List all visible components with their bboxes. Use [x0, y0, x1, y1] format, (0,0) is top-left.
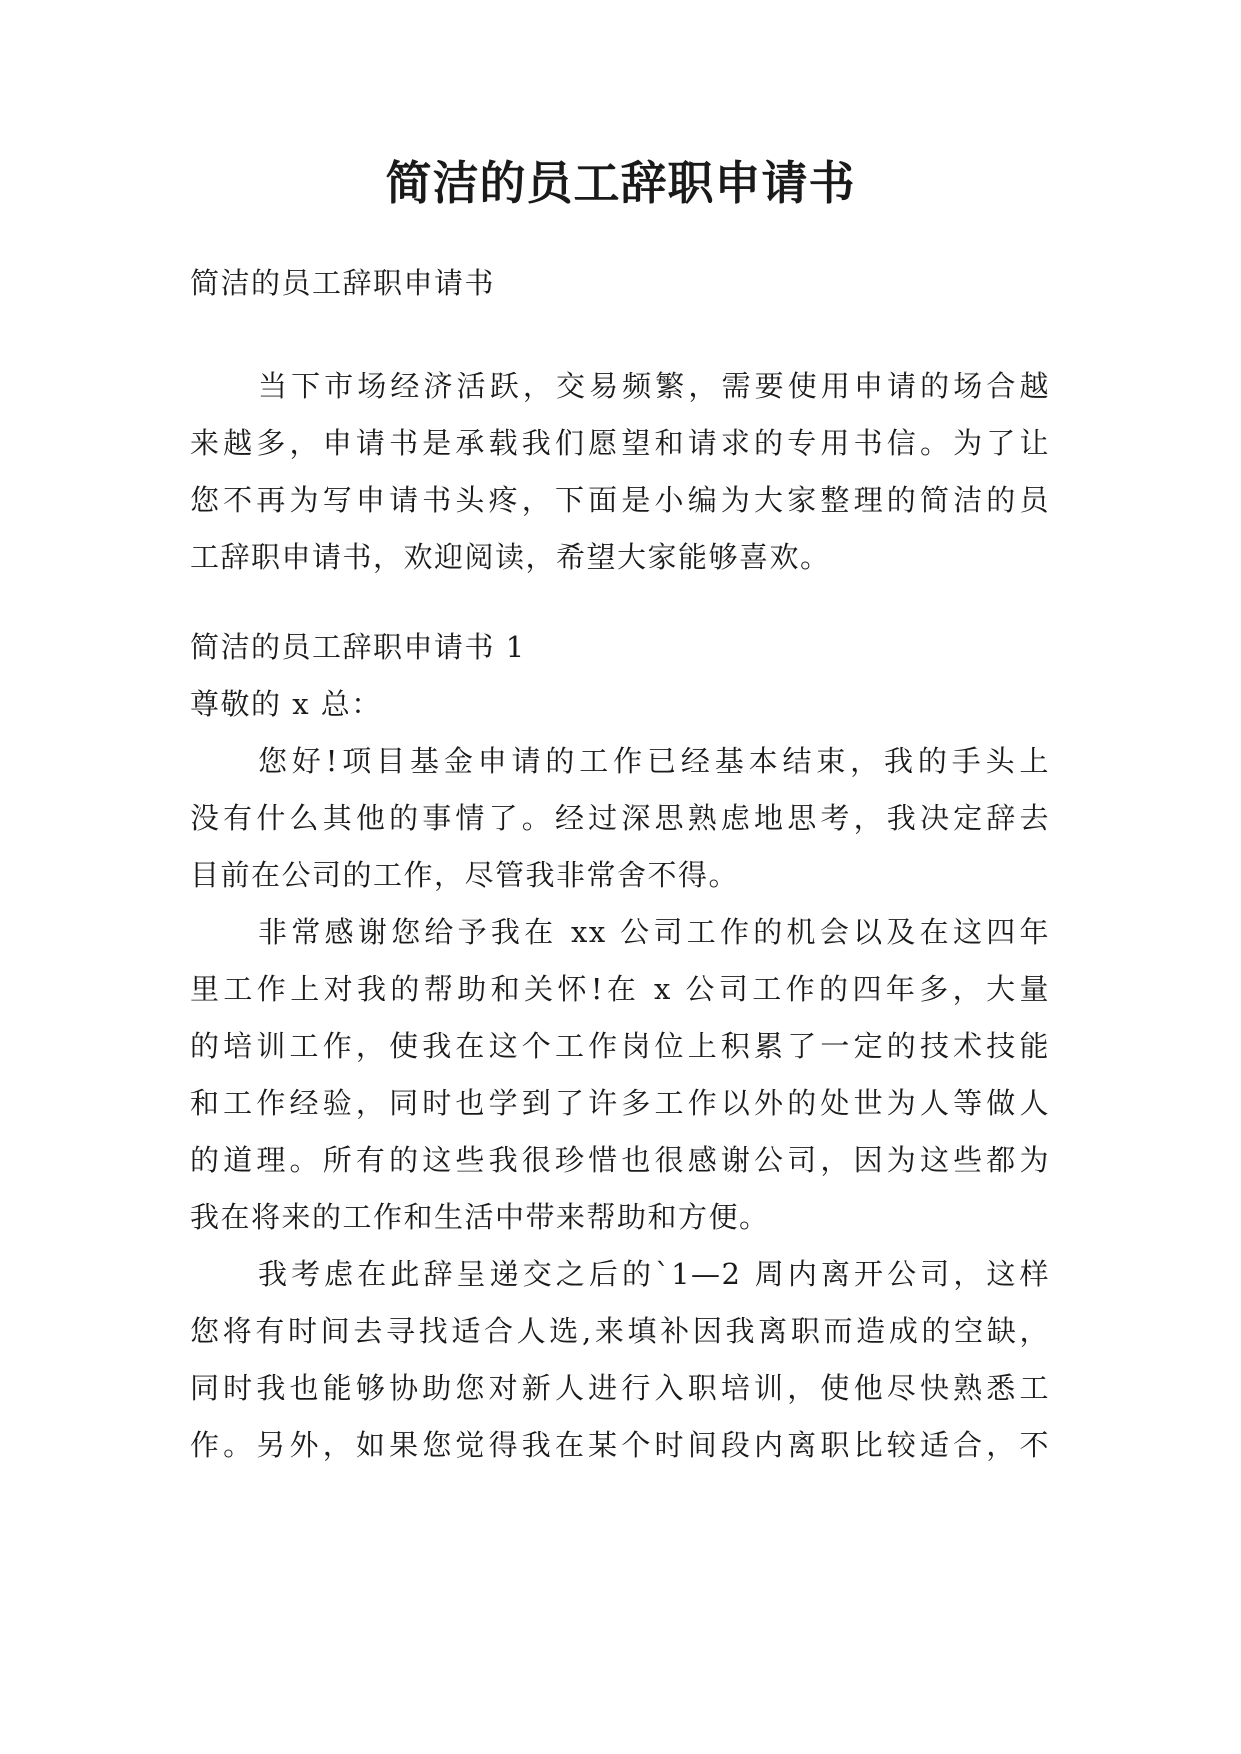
subtitle-line: 简洁的员工辞职申请书 — [190, 266, 496, 300]
intro-line: 您不再为写申请书头疼，下面是小编为大家整理的简洁的员 — [190, 483, 1050, 517]
para3-line: 您将有时间去寻找适合人选,来填补因我离职而造成的空缺， — [190, 1314, 1050, 1348]
intro-line: 工辞职申请书，欢迎阅读，希望大家能够喜欢。 — [190, 540, 831, 574]
intro-line: 来越多，申请书是承载我们愿望和请求的专用书信。为了让 — [190, 426, 1050, 460]
para2-line: 和工作经验，同时也学到了许多工作以外的处世为人等做人 — [190, 1086, 1050, 1120]
para2-line: 我在将来的工作和生活中带来帮助和方便。 — [190, 1200, 770, 1234]
para1-line: 没有什么其他的事情了。经过深思熟虑地思考，我决定辞去 — [190, 801, 1050, 835]
para3-line: 我考虑在此辞呈递交之后的`1—2 周内离开公司，这样 — [258, 1257, 1050, 1291]
section-title: 简洁的员工辞职申请书 1 — [190, 630, 526, 664]
para1-line: 目前在公司的工作，尽管我非常舍不得。 — [190, 858, 740, 892]
para2-line: 非常感谢您给予我在 xx 公司工作的机会以及在这四年 — [258, 915, 1050, 949]
intro-line: 当下市场经济活跃，交易频繁，需要使用申请的场合越 — [258, 369, 1050, 403]
para1-line: 您好!项目基金申请的工作已经基本结束，我的手头上 — [258, 744, 1050, 778]
letter-section — [190, 619, 1050, 1474]
para2-line: 里工作上对我的帮助和关怀!在 x 公司工作的四年多，大量 — [190, 972, 1050, 1006]
document-subtitle — [190, 255, 1050, 312]
para2-line: 的道理。所有的这些我很珍惜也很感谢公司，因为这些都为 — [190, 1143, 1050, 1177]
para2-line: 的培训工作，使我在这个工作岗位上积累了一定的技术技能 — [190, 1029, 1050, 1063]
para3-line: 作。另外，如果您觉得我在某个时间段内离职比较适合，不 — [190, 1428, 1050, 1462]
intro-paragraph — [190, 358, 1050, 586]
para3-line: 同时我也能够协助您对新人进行入职培训，使他尽快熟悉工 — [190, 1371, 1050, 1405]
document-title: 简洁的员工辞职申请书 — [385, 156, 856, 210]
salutation: 尊敬的 x 总： — [190, 687, 382, 721]
